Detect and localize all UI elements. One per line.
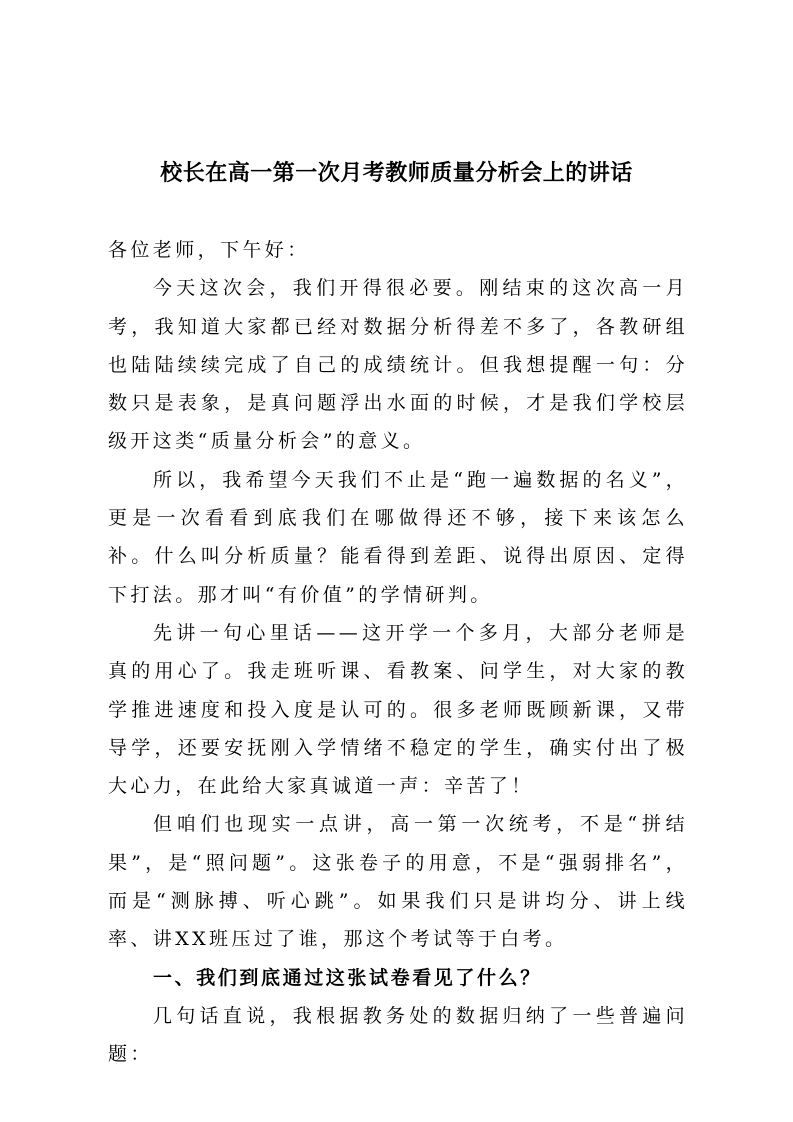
section-heading: 一、我们到底通过这张试卷看见了什么？ [153,966,542,989]
paragraph-1: 今天这次会，我们开得很必要。刚结束的这次高一月考，我知道大家都已经对数据分析得差不多了，各教研组也陆陆续续完成了自己的成绩统计。但我想提醒一句：分数只是表象，是真问题浮出水面的时候，才是我们学校层级开这类“质量分析会”的意义。 [108,277,688,453]
paragraph-5: 几句话直说，我根据教务处的数据归纳了一些普遍问题： [108,1004,688,1066]
salutation: 各位老师，下午好： [108,239,310,261]
paragraph-4: 但咱们也现实一点讲，高一第一次统考，不是“拼结果”，是“照问题”。这张卷子的用意，不是“强弱排名”，而是“测脉搏、听心跳”。如果我们只是讲均分、讲上线率、讲XX班压过了谁，那这个考试等于白考。 [108,813,688,951]
document-body [108,231,688,1074]
paragraph-3: 先讲一句心里话——这开学一个多月，大部分老师是真的用心了。我走班听课、看教案、问学生，对大家的教学推进速度和投入度是认可的。很多老师既顾新课，又带导学，还要安抚刚入学情绪不稳定的学生，确实付出了极大心力，在此给大家真诚道一声：辛苦了！ [108,621,688,798]
paragraph-2: 所以，我希望今天我们不止是“跑一遍数据的名义”，更是一次看看到底我们在哪做得还不够，接下来该怎么补。什么叫分析质量？能看得到差距、说得出原因、定得下打法。那才叫“有价值”的学情研判。 [108,468,688,606]
document-title: 校长在高一第一次月考教师质量分析会上的讲话 [160,161,633,186]
